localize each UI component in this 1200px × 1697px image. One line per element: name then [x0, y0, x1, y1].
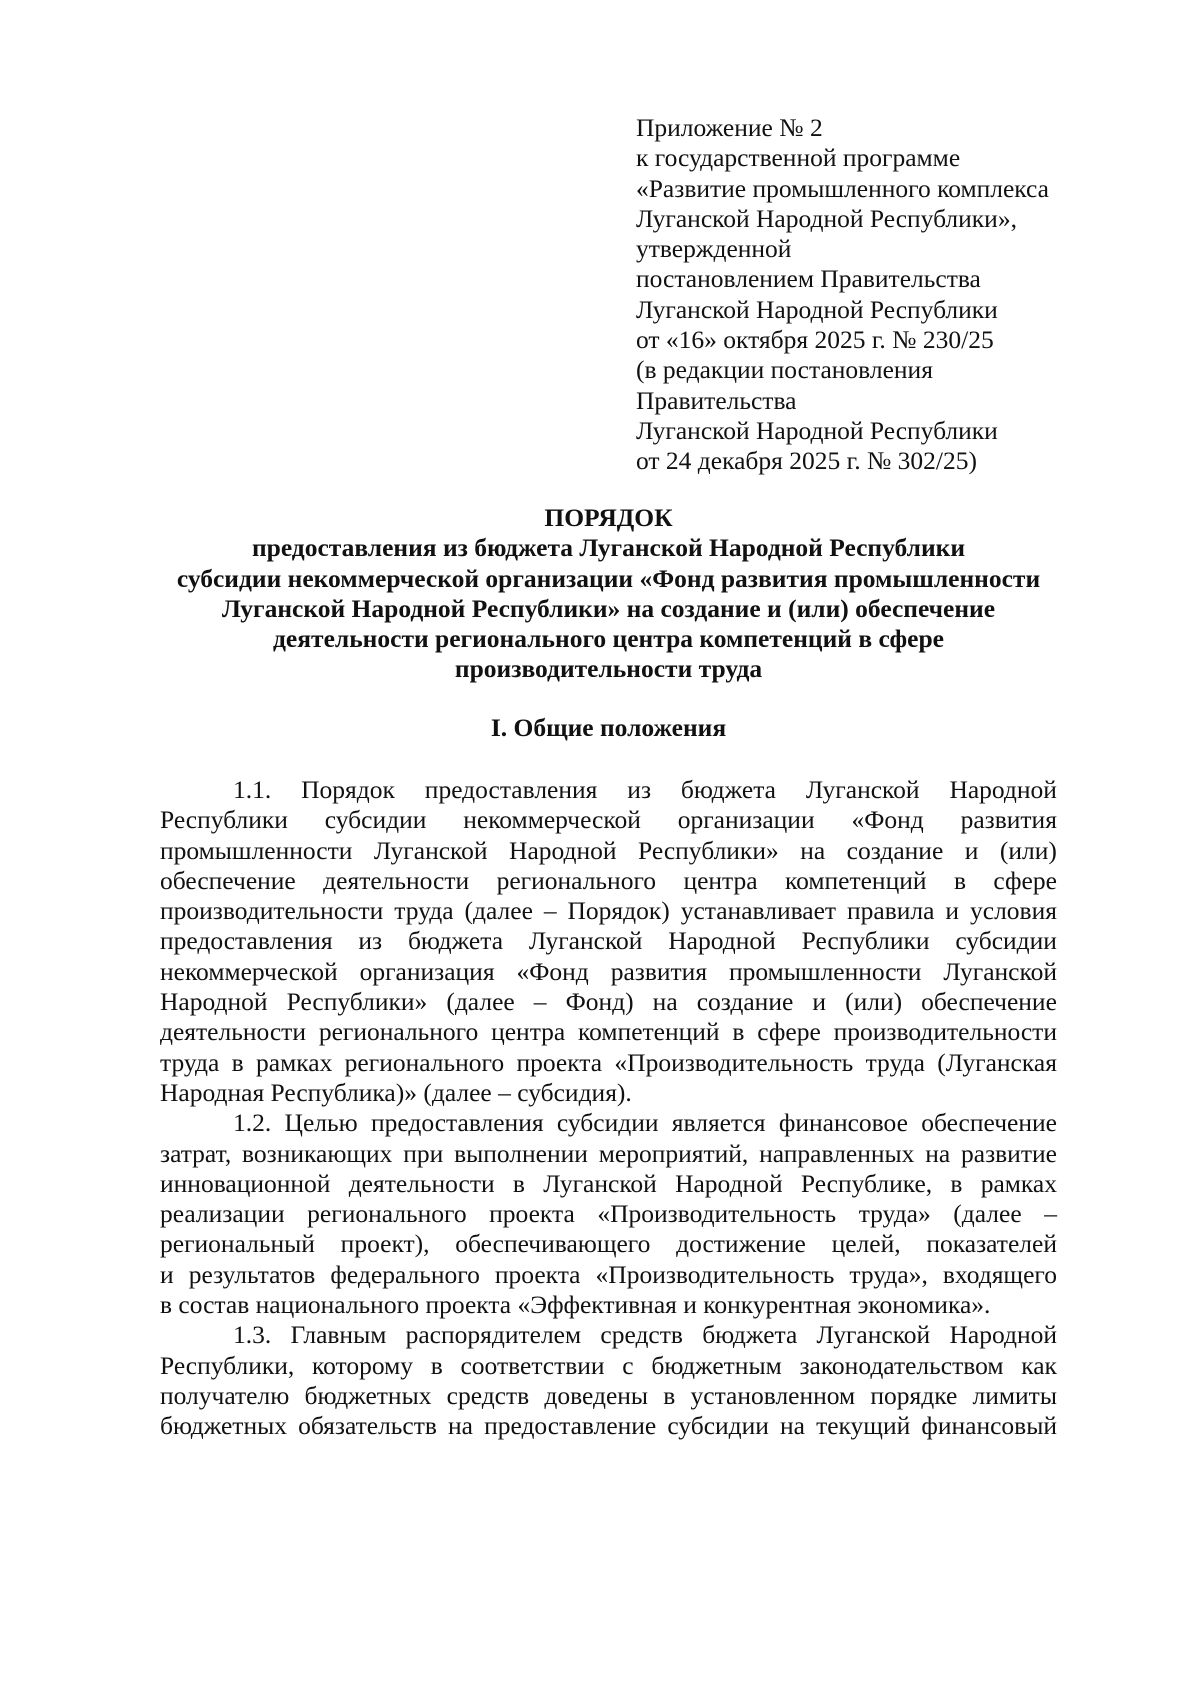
appendix-line: Приложение № 2: [636, 113, 823, 142]
section-heading: I. Общие положения: [490, 713, 727, 742]
document-title: [60, 503, 1157, 685]
appendix-block: [636, 113, 1049, 477]
appendix-line: постановлением Правительства: [636, 264, 981, 294]
document-body: [160, 775, 1057, 1442]
paragraph-line: затрат, возникающих при выполнении мероприятий, направленных на развитие: [160, 1138, 1057, 1168]
appendix-line: от «16» октября 2025 г. № 230/25: [636, 325, 994, 355]
paragraph-line: региональный проект), обеспечивающего достижение целей, показателей: [160, 1229, 1057, 1259]
paragraph-line: 1.3. Главным распорядителем средств бюджета Луганской Народной: [233, 1320, 1057, 1350]
paragraph-line: 1.1. Порядок предоставления из бюджета Луганской Народной: [233, 775, 1057, 804]
paragraph-1-3: [160, 1320, 1057, 1441]
title-line: производительности труда: [454, 654, 763, 684]
appendix-line: (в редакции постановления: [636, 355, 933, 385]
appendix-line: от 24 декабря 2025 г. № 302/25): [636, 446, 977, 476]
appendix-line: Луганской Народной Республики»,: [636, 203, 1017, 233]
paragraph-line: Республики субсидии некоммерческой организации «Фонд развития: [160, 805, 1057, 835]
title-line: деятельности регионального центра компетенций в сфере: [273, 624, 944, 654]
appendix-line: Правительства: [636, 385, 797, 415]
paragraph-line: обеспечение деятельности регионального центра компетенций в сфере: [160, 865, 1057, 895]
paragraph-line: Народная Республика)» (далее – субсидия).: [160, 1077, 632, 1107]
title-line: предоставления из бюджета Луганской Народной Республики: [251, 533, 966, 563]
paragraph-line: инновационной деятельности в Луганской Народной Республике, в рамках: [160, 1168, 1057, 1198]
paragraph-line: и результатов федерального проекта «Производительность труда», входящего: [160, 1259, 1057, 1289]
paragraph-1-2: [160, 1108, 1057, 1320]
paragraph-line: 1.2. Целью предоставления субсидии является финансовое обеспечение: [233, 1108, 1057, 1138]
paragraph-line: бюджетных обязательств на предоставление субсидии на текущий финансовый: [160, 1411, 1057, 1441]
appendix-line: Луганской Народной Республики: [636, 294, 998, 324]
paragraph-1-1: [160, 775, 1057, 1108]
paragraph-line: Народной Республики» (далее – Фонд) на создание и (или) обеспечение: [160, 987, 1057, 1017]
paragraph-line: получателю бюджетных средств доведены в установленном порядке лимиты: [160, 1380, 1057, 1410]
paragraph-line: Республики, которому в соответствии с бюджетным законодательством как: [160, 1350, 1057, 1380]
paragraph-line: труда в рамках регионального проекта «Производительность труда (Луганская: [160, 1047, 1057, 1077]
paragraph-line: предоставления из бюджета Луганской Народной Республики субсидии: [160, 926, 1057, 956]
paragraph-line: некоммерческой организация «Фонд развития промышленности Луганской: [160, 956, 1057, 986]
appendix-line: Луганской Народной Республики: [636, 415, 998, 445]
paragraph-line: в состав национального проекта «Эффективная и конкурентная экономика».: [160, 1290, 991, 1320]
paragraph-line: реализации регионального проекта «Производительность труда» (далее –: [160, 1199, 1057, 1229]
paragraph-line: производительности труда (далее – Порядок) устанавливает правила и условия: [160, 896, 1057, 926]
appendix-line: к государственной программе: [636, 143, 961, 173]
title-line: субсидии некоммерческой организации «Фонд развития промышленности: [176, 563, 1041, 593]
appendix-line: «Развитие промышленного комплекса: [636, 173, 1049, 203]
title-line: Луганской Народной Республики» на создание и (или) обеспечение: [221, 593, 996, 623]
paragraph-line: промышленности Луганской Народной Республики» на создание и (или): [160, 835, 1057, 865]
appendix-line: утвержденной: [636, 234, 792, 264]
title-heading: ПОРЯДОК: [544, 503, 673, 532]
paragraph-line: деятельности регионального центра компетенций в сфере производительности: [160, 1017, 1057, 1047]
